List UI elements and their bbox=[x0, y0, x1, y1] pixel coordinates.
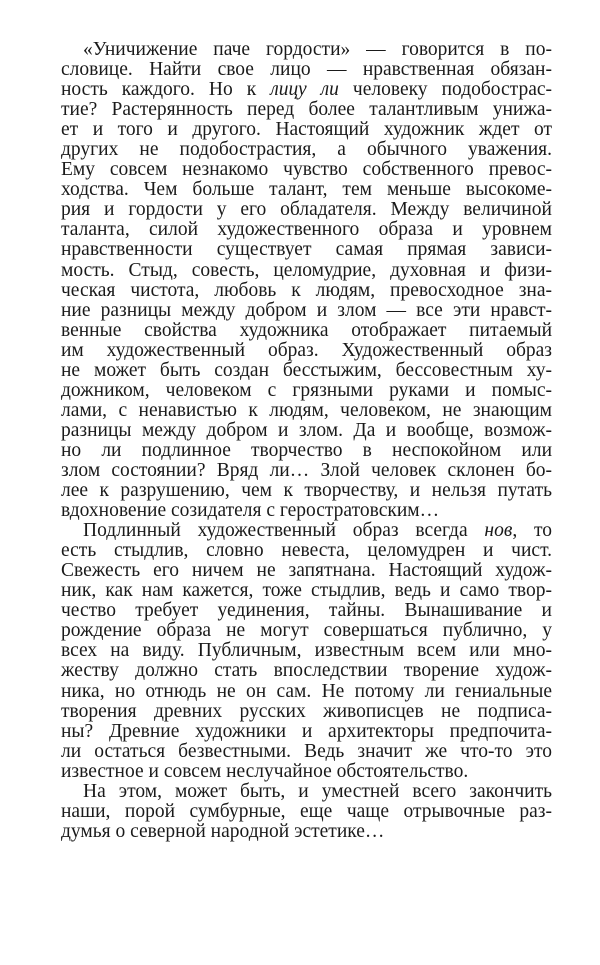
text-line bbox=[61, 541, 552, 561]
text-line bbox=[61, 762, 552, 782]
text-segment: ние разницы между добром и злом — все эти нравст- bbox=[61, 299, 552, 321]
text-segment: лами, с ненавистью к людям, человеком, не знающим bbox=[61, 399, 552, 421]
text-line bbox=[61, 521, 552, 541]
text-line bbox=[61, 461, 552, 481]
text-segment: им художественный образ. Художественный образ bbox=[61, 339, 552, 361]
text-segment: рия и гордости у его обладателя. Между величиной bbox=[61, 199, 552, 221]
text-line bbox=[61, 822, 552, 842]
text-segment: дожником, человеком с грязными руками и помыс- bbox=[61, 379, 552, 401]
text-segment: словице. Найти свое лицо — нравственная обязан- bbox=[61, 59, 552, 81]
text-segment: «Уничижение паче гордости» — говорится в по- bbox=[83, 39, 552, 60]
text-segment: ческая чистота, любовь к людям, превосходное зна- bbox=[61, 279, 552, 301]
text-line bbox=[61, 301, 552, 321]
text-line bbox=[61, 501, 552, 521]
text-line bbox=[61, 702, 552, 722]
text-line bbox=[61, 220, 552, 240]
text-segment: На этом, может быть, и уместней всего закончить bbox=[83, 780, 552, 802]
text-line bbox=[61, 120, 552, 140]
text-segment: вдохновение созидателя с геростратовским… bbox=[61, 500, 440, 522]
text-segment: Свежесть его ничем не запятнана. Настоящий худож- bbox=[61, 560, 552, 582]
text-segment: но ли подлинное творчество в неспокойном или bbox=[61, 439, 552, 461]
text-line bbox=[61, 421, 552, 441]
text-line bbox=[61, 802, 552, 822]
text-segment: всех на виду. Публичным, известным всем или мно- bbox=[61, 640, 552, 662]
text-line bbox=[61, 782, 552, 802]
text-segment: Подлинный художественный образ всегда bbox=[83, 520, 485, 542]
text-segment: ника, но отнюдь не он сам. Не потому ли гениальные bbox=[61, 680, 552, 702]
text-segment: лее к разрушению, чем к творчеству, и нельзя путать bbox=[61, 480, 552, 502]
text-segment: таланта, силой художественного образа и уровнем bbox=[61, 219, 552, 241]
text-segment: ны? Древние художники и архитекторы предпочита- bbox=[61, 720, 552, 742]
text-line bbox=[61, 261, 552, 281]
paragraph bbox=[61, 521, 552, 782]
text-line bbox=[61, 441, 552, 461]
text-line bbox=[61, 661, 552, 681]
text-segment: ли остаться безвестными. Ведь значит же что-то это bbox=[61, 740, 552, 762]
text-line bbox=[61, 601, 552, 621]
text-line bbox=[61, 60, 552, 80]
text-segment: творения древних русских живописцев не подписа- bbox=[61, 700, 552, 722]
text-segment: тие? Растерянность перед более талантливым унижа- bbox=[61, 99, 552, 121]
text-line bbox=[61, 581, 552, 601]
text-line bbox=[61, 682, 552, 702]
text-line bbox=[61, 140, 552, 160]
text-line bbox=[61, 240, 552, 260]
text-line bbox=[61, 341, 552, 361]
text-segment: злом состоянии? Вряд ли… Злой человек склонен бо- bbox=[61, 459, 552, 481]
text-line bbox=[61, 40, 552, 60]
document-page bbox=[61, 40, 552, 842]
text-segment: не может быть создан бесстыжим, бессовестным ху- bbox=[61, 359, 552, 381]
text-segment: разницы между добром и злом. Да и вообще, возмож- bbox=[61, 419, 552, 441]
text-line bbox=[61, 722, 552, 742]
text-line bbox=[61, 621, 552, 641]
text-segment: ет и того и другого. Настоящий художник ждет от bbox=[61, 119, 552, 141]
text-line bbox=[61, 561, 552, 581]
text-line bbox=[61, 742, 552, 762]
text-segment: ходства. Чем больше талант, тем меньше высокоме- bbox=[61, 179, 552, 201]
paragraph bbox=[61, 782, 552, 842]
text-segment: наши, порой сумбурные, еще чаще отрывочные раз- bbox=[61, 800, 552, 822]
text-segment: Ему совсем незнакомо чувство собственного превос- bbox=[61, 159, 552, 181]
text-segment: жеству должно стать впоследствии творение худож- bbox=[61, 660, 552, 682]
text-segment: известное и совсем неслучайное обстоятельство. bbox=[61, 760, 469, 782]
text-line bbox=[61, 80, 552, 100]
text-segment: нравственности существует самая прямая зависи- bbox=[61, 239, 552, 261]
text-line bbox=[61, 361, 552, 381]
text-line bbox=[61, 641, 552, 661]
text-line bbox=[61, 281, 552, 301]
text-line bbox=[61, 321, 552, 341]
text-line bbox=[61, 381, 552, 401]
text-segment: чество требует уединения, тайны. Вынашивание и bbox=[61, 600, 552, 622]
text-segment: , то bbox=[512, 520, 553, 542]
text-segment: ность каждого. Но к bbox=[61, 79, 271, 101]
text-segment: думья о северной народной эстетике… bbox=[61, 820, 385, 842]
text-segment: ник, как нам кажется, тоже стыдлив, ведь и само твор- bbox=[61, 580, 552, 602]
text-line bbox=[61, 200, 552, 220]
text-segment: человеку подобострас- bbox=[338, 79, 552, 101]
text-line bbox=[61, 401, 552, 421]
italic-text: лицу ли bbox=[270, 79, 339, 101]
text-line bbox=[61, 100, 552, 120]
italic-text: нов bbox=[484, 520, 513, 542]
text-segment: венные свойства художника отображает питаемый bbox=[61, 319, 552, 341]
text-line bbox=[61, 180, 552, 200]
text-line bbox=[61, 160, 552, 180]
text-segment: есть стыдлив, словно невеста, целомудрен и чист. bbox=[61, 540, 552, 562]
paragraph bbox=[61, 40, 552, 521]
text-segment: других не подобострастия, а обычного уважения. bbox=[61, 139, 552, 161]
text-segment: рождение образа не могут совершаться публично, у bbox=[61, 620, 552, 642]
text-segment: мость. Стыд, совесть, целомудрие, духовная и физи- bbox=[61, 259, 552, 281]
text-line bbox=[61, 481, 552, 501]
